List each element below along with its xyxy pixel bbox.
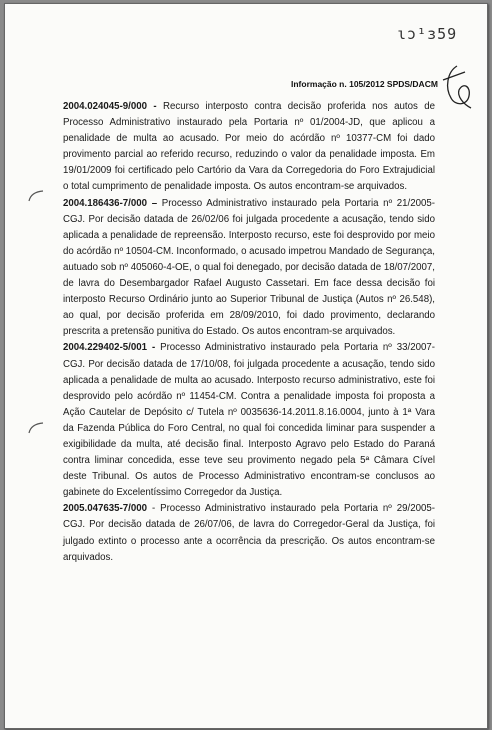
entry-text: - Processo Administrativo instaurado pela Portaria nº 29/2005-CGJ. Por decisão datada de 26/07/06, de lavra do Corregedor-Geral da Justiça, foi julgado extinto o processo ante a ocorrência da prescrição. Os autos encontram-se arquivados. <box>63 503 435 563</box>
entry-paragraph <box>63 501 435 565</box>
process-number: 2004.024045-9/000 - <box>63 101 157 112</box>
entry-text: Processo Administrativo instaurado pela Portaria nº 21/2005-CGJ. Por decisão datada de 26/02/06 foi julgada procedente a acusação, tendo sido aplicada a penalidade de repreensão. Interposto recurso, este foi desprovido por meio do acórdão nº 10504-CM. Inconformado, o acusado impetrou Mandado de Segurança, autuado sob nº 405060-4-OE, o qual foi denegado, por decisão datada de 18/07/2007, de lavra do Desembargador Rafael Augusto Cassetari. Em face dessa decisão foi interposto Recurso Ordinário junto ao Superior Tribunal de Justiça (Autos nº 26.548), ao qual, por decisão proferida em 28/09/2010, foi dado provimento, declarando prescrita a pretensão punitiva do Estado. Os autos encontram-se arquivados. <box>63 197 436 338</box>
punch-hole-mark <box>27 421 45 435</box>
document-header: Informação n. 105/2012 SPDS/DACM <box>291 79 438 89</box>
document-page <box>4 3 488 729</box>
punch-hole-mark <box>27 189 45 203</box>
entry-paragraph <box>63 196 435 341</box>
entry-paragraph <box>63 340 435 501</box>
entry-text: Processo Administrativo instaurado pela Portaria nº 33/2007-CGJ. Por decisão datada de 17/10/08, foi julgada procedente a acusação, tendo sido aplicada a penalidade de multa ao acusado. Interposto recurso administrativo, este foi desprovido pelo acórdão nº 11454-CM. Contra a penalidade imposta foi proposta a Ação Cautelar de Depósito c/ Tutela nº 0035636-14.2011.8.16.0004, junto à 1ª Vara da Fazenda Pública do Foro Central, no qual foi concedida liminar para suspender a exigibilidade da multa, até decisão final. Interposto Agravo pelo Estado do Paraná contra liminar concedida, esse teve seu provimento negado pela 5ª Câmara Cível deste Tribunal. Os autos de Processo Administrativo encontram-se conclusos ao gabinete do Excelentíssimo Corregedor da Justiça. <box>63 342 435 499</box>
process-number: 2004.229402-5/001 - <box>63 342 156 354</box>
process-number: 2004.186436-7/000 – <box>63 197 158 209</box>
entry-text: Recurso interposto contra decisão proferida nos autos de Processo Administrativo instaurado pela Portaria nº 01/2004-JD, que aplicou a penalidade de multa ao acusado. Por meio do acórdão nº 10377-CM foi dado provimento parcial ao referido recurso, reduzindo o valor da penalidade imposta. Em 19/01/2009 foi certificado pelo Cartório da Vara da Corregedoria do Foro Extrajudicial o total cumprimento de penalidade imposta. Os autos encontram-se arquivados. <box>63 101 435 193</box>
entry-paragraph <box>63 99 435 196</box>
handwritten-signature <box>437 62 477 112</box>
process-number: 2005.047635-7/000 <box>63 503 148 515</box>
page-number-stamp: ɩɔ¹ɜ59 <box>397 25 458 43</box>
document-body <box>63 99 435 566</box>
